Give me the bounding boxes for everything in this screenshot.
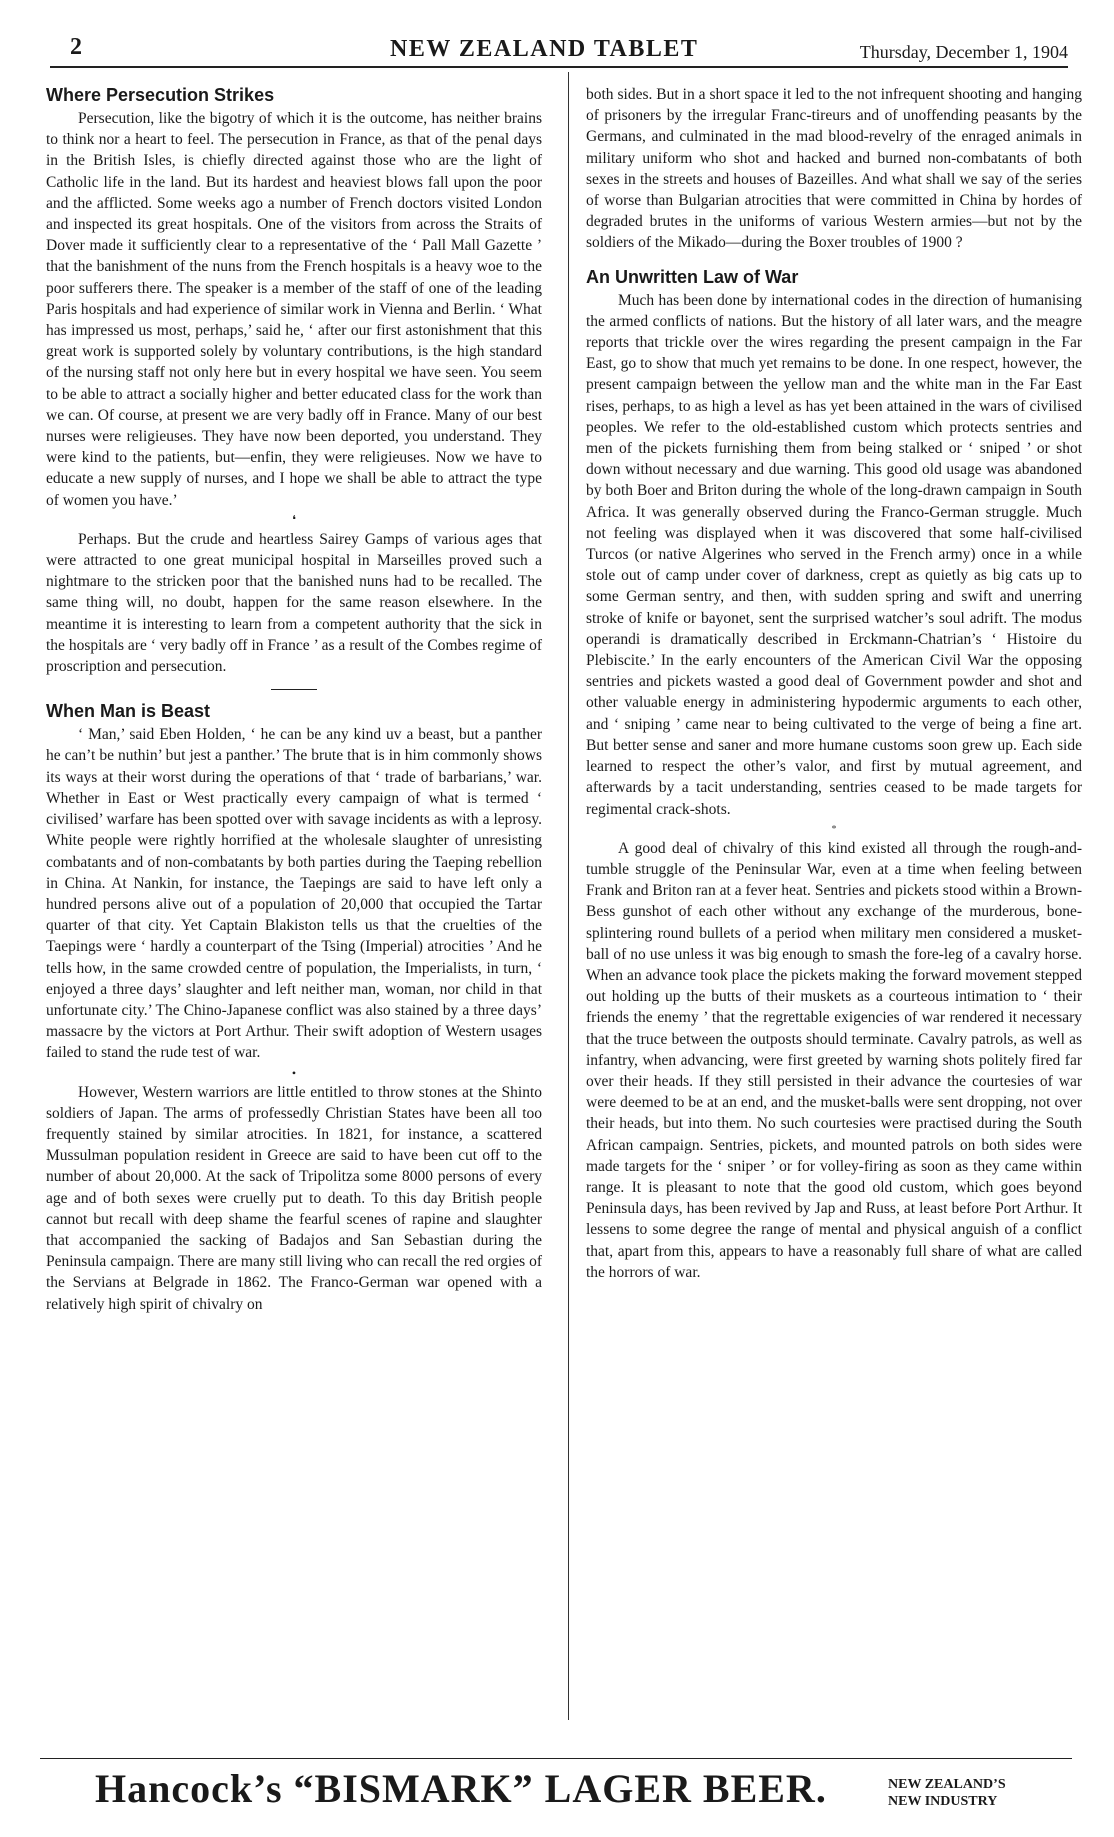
heading-when-man-is-beast: When Man is Beast — [46, 701, 211, 722]
header-rule — [50, 66, 1068, 68]
heading-an-unwritten-law-of-war: An Unwritten Law of War — [586, 266, 799, 287]
left-column — [46, 84, 542, 1315]
section-divider — [271, 689, 317, 690]
page-number: 2 — [70, 34, 82, 60]
tagline-line-1: NEW ZEALAND’S — [888, 1777, 1006, 1792]
paragraph: Much has been done by international codes in the direction of humanising the armed conflicts of nations. But the history of all later wars, and the meagre reports that trickle over the wires regarding the present campaign in the Far East, go to show that much yet remains to be done. In one respect, however, the present campaign between the yellow man and the white man in the Far East rises, perhaps, to as high a level as has yet been attained in the wars of civilised peoples. We refer to the old-established custom which protects sentries and men of the pickets furnishing them from being stalked or ‘ sniped ’ or shot down without necessary and due warning. This good old usage was abandoned by both Boer and Briton during the whole of the long-drawn campaign in South Africa. It was generally observed during the Franco-German struggle. Much not feeling was displayed when it was discovered that some half-civilised Turcos (or native Algerines who served in the French army) once in a while stole out of camp under cover of darkness, crept as quietly as big cats up to some German sentry, and then, with sudden spring and swift and unerring stroke of knife or bayonet, sent the surprised watcher’s soul adrift. The modus operandi is dramatically described in Erckmann-Chatrian’s ‘ Histoire du Plebiscite.’ In the early encounters of the American Civil War the opposing sentries and pickets wasted a good deal of Government powder and shot and other valuable energy in administering hypodermic arguments to each other, and ‘ sniping ’ came near to being cultivated to the verge of being a fine art. But better sense and saner and more humane customs soon grew up. Each side learned to respect the other’s valor, and first by mutual agreement, and afterwards by a tacit understanding, sentries ceased to be made targets for regimental crack-shots. — [586, 291, 1082, 818]
tagline-line-2: NEW INDUSTRY — [888, 1794, 998, 1809]
paragraph-mark: * — [831, 823, 837, 835]
paragraph: Perhaps. But the crude and heartless Sairey Gamps of various ages that were attracted to one great municipal hospital in Marseilles proved such a nightmare to the stricken poor that the banished nuns had to be recalled. The same thing will, no doubt, happen for the same reason elsewhere. In the meantime it is interesting to learn from a competent authority that the sick in the hospitals are ‘ very badly off in France ’ as a result of the Combes regime of proscription and persecution. — [46, 530, 542, 676]
advertisement-banner: Hancock’s “BISMARK” LAGER BEER. — [95, 1766, 827, 1811]
paragraph-mark: • — [291, 1065, 297, 1080]
advertisement-tagline — [888, 1776, 1006, 1810]
issue-date: Thursday, December 1, 1904 — [859, 42, 1068, 62]
paragraph: However, Western warriors are little entitled to throw stones at the Shinto soldiers of Japan. The arms of professedly Christian States have been all too frequently stained by similar atrocities. In 1821, for instance, a scattered Mussulman population resident in Greece are said to have been cut off to the number of about 20,000. At the sack of Tripolitza some 8000 persons of every age and of both sexes were cruelly put to death. To this day British people cannot but recall with deep shame the fearful scenes of rapine and slaughter that accompanied the sacking of Badajos and San Sebastian during the Peninsula campaign. There are many still living who can recall the red orgies of the Servians at Belgrade in 1862. The Franco-German war opened with a relatively high spirit of chivalry on — [46, 1083, 542, 1313]
paragraph-mark: ❛ — [292, 512, 296, 527]
paragraph: Persecution, like the bigotry of which it is the outcome, has neither brains to think nor a heart to feel. The persecution in France, as that of the penal days in the British Isles, is chiefly directed against those who are the light of Catholic life in the land. But its hardest and heaviest blows fall upon the poor and the afflicted. Some weeks ago a number of French doctors visited London and inspected its great hospitals. One of the visitors from across the Straits of Dover made it sufficiently clear to a representative of the ‘ Pall Mall Gazette ’ that the banishment of the nuns from the French hospitals is a heavy woe to the poor sufferers there. The speaker is a member of the staff of one of the leading Paris hospitals and had experience of similar work in Vienna and Berlin. ‘ What has impressed us most, perhaps,’ said he, ‘ after our first astonishment that this great work is supported solely by voluntary contributions, is the high standard of the nursing staff not only here but in every hospital we have seen. You seem to be able to attract a socially higher and better educated class for the work than we can. Of course, at present we are very badly off in France. Many of our best nurses were religieuses. They have now been deported, you understand. They were kind to the patients, but—enfin, they were religieuses. Now we have to educate a new supply of nurses, and I hope we shall be able to attract the type of women you have.’ — [46, 110, 542, 509]
paragraph: ‘ Man,’ said Eben Holden, ‘ he can be any kind uv a beast, but a panther he can’t be nuthin’ but jest a panther.’ The brute that is in him commonly shows its ways at their worst during the operations of that ‘ trade of barbarians,’ war. Whether in East or West practically every campaign of what is termed ‘ civilised’ warfare has been spotted over with savage incidents as with a leprosy. White people were rightly horrified at the wholesale slaughter of unresisting combatants and of non-combatants by both parties during the Taeping rebellion in China. At Nankin, for instance, the Taepings are said to have left only a hundred persons alive out of a population of 20,000 that occupied the Tartar quarter of that city. Yet Captain Blakiston tells us that the cruelties of the Taepings were ‘ hardly a counterpart of the Tsing (Imperial) atrocities ’ And he tells how, in the same crowded centre of population, the Imperialists, in turn, ‘ enjoyed a three days’ slaughter and left neither man, woman, nor child in that unfortunate city.’ The Chino-Japanese conflict was also stained by a three days’ massacre by the victors at Port Arthur. Their swift adoption of Western usages failed to stand the rude test of war. — [46, 726, 542, 1062]
newspaper-title: NEW ZEALAND TABLET — [390, 36, 699, 62]
right-column — [586, 84, 1082, 1283]
heading-where-persecution-strikes: Where Persecution Strikes — [46, 85, 275, 105]
spacer — [586, 254, 1082, 266]
column-divider — [568, 72, 569, 1720]
footer-rule — [40, 1758, 1072, 1759]
continued-paragraph: both sides. But in a short space it led to the not infrequent shooting and hanging of prisoners by the irregular Franc-tireurs and of unoffending peasants by the Germans, and culminated in the mad blood-revelry of the enraged animals in military uniform who shot and hacked and burned non-combatants of both sexes in the streets and houses of Bazeilles. And what shall we say of the series of worse than Bulgarian atrocities that were committed in China by hordes of degraded brutes in the uniforms of various Western armies—but not by the soldiers of the Mikado—during the Boxer troubles of 1900 ? — [586, 86, 1082, 252]
masthead — [50, 28, 1068, 68]
paragraph: A good deal of chivalry of this kind existed all through the rough-and-tumble struggle of the Peninsular War, even at a time when feeling between Frank and Briton ran at a fever heat. Sentries and pickets stood within a Brown-Bess gunshot of each other without any exchange of the murderous, bone-splintering round bullets of a period when military men considered a musket-ball of no use unless it was big enough to smash the fore-leg of a cavalry horse. When an advance took place the pickets making the forward movement stepped out holding up the butts of their muskets as a courteous intimation to ‘ their friends the enemy ’ that the regrettable exigencies of war rendered it necessary that the truce between the outposts should terminate. Cavalry patrols, as well as infantry, when advancing, were first greeted by warning shots politely fired far over their heads. If they still persisted in their advance the courtesies of war were deemed to be at an end, and the musket-balls were sent dropping, not over their heads, but into them. No such courtesies were practised during the South African campaign. Sentries, pickets, and mounted patrols on both sides were made targets for the ‘ sniper ’ or for volley-firing as soon as they came within range. It is pleasant to note that the good old custom, which goes beyond Peninsula days, has been revived by Jap and Russ, at least before Port Arthur. It lessens to some degree the range of mental and physical anguish of a conflict that, apart from this, appears to have a reasonably full share of what are called the horrors of war. — [586, 839, 1082, 1281]
